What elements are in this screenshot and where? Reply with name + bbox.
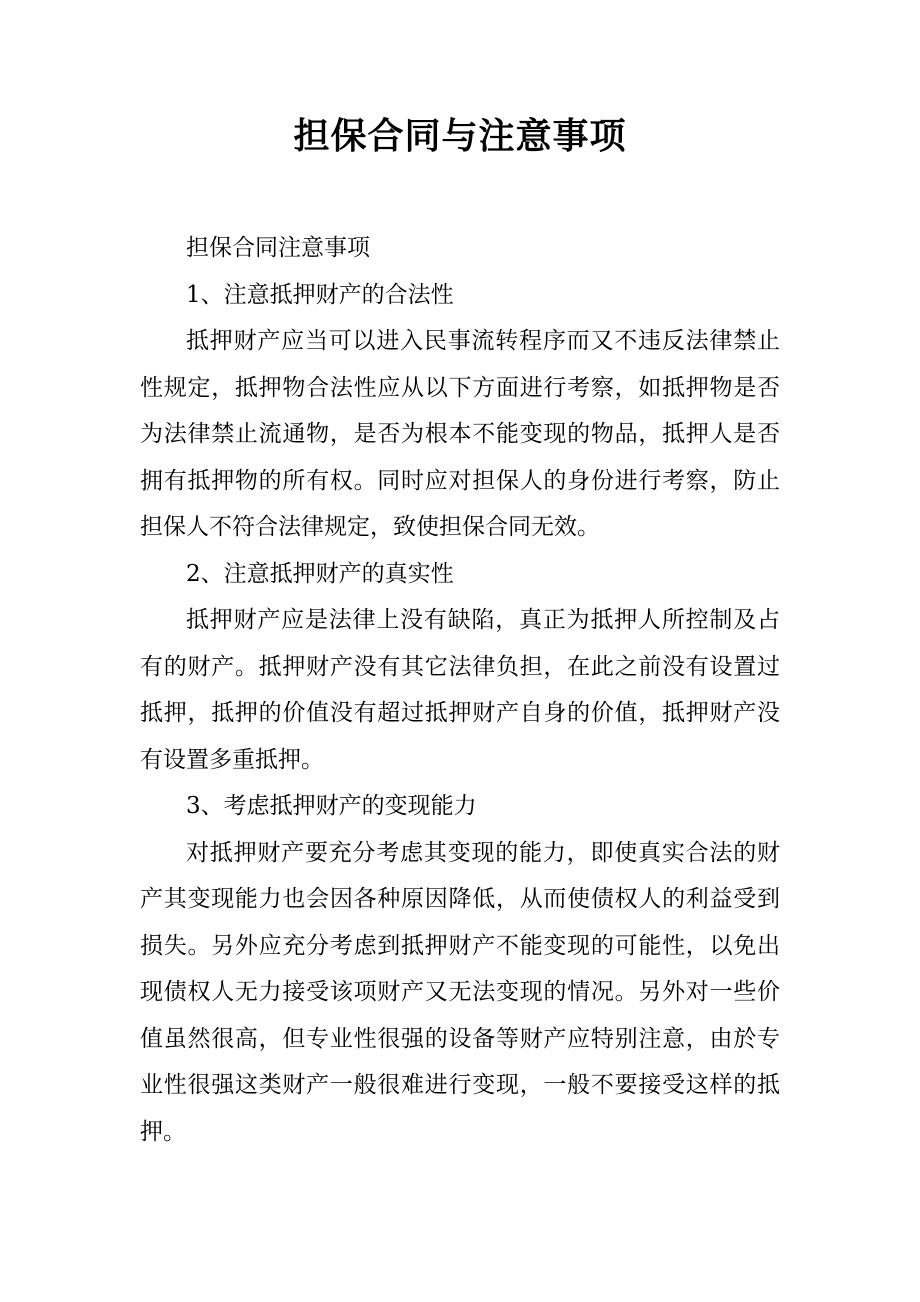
section-heading-liquidity: 3、考虑抵押财产的变现能力 [186,793,477,819]
section-heading-intro: 担保合同注意事项 [186,235,370,261]
section-heading-authenticity: 2、注意抵押财产的真实性 [186,560,454,587]
document-body [140,225,780,1155]
paragraph-authenticity: 抵押财产应是法律上没有缺陷，真正为抵押人所控制及占有的财产。抵押财产没有其它法律负担，在此之前没有设置过抵押，抵押的价值没有超过抵押财产自身的价值，抵押财产没有设置多重抵押。 [140,607,780,773]
document-title: 担保合同与注意事项 [293,115,627,157]
section-heading-legality: 1、注意抵押财产的合法性 [186,281,454,308]
paragraph-legality: 抵押财产应当可以进入民事流转程序而又不违反法律禁止性规定，抵押物合法性应从以下方面进行考察，如抵押物是否为法律禁止流通物，是否为根本不能变现的物品，抵押人是否拥有抵押物的所有权。同时应对担保人的身份进行考察，防止担保人不符合法律规定，致使担保合同无效。 [140,328,780,540]
paragraph-liquidity: 对抵押财产要充分考虑其变现的能力，即使真实合法的财产其变现能力也会因各种原因降低，从而使债权人的利益受到损失。另外应充分考虑到抵押财产不能变现的可能性，以免出现债权人无力接受该项财产又无法变现的情况。另外对一些价值虽然很高，但专业性很强的设备等财产应特别注意，由於专业性很强这类财产一般很难进行变现，一般不要接受这样的抵押。 [140,839,780,1145]
